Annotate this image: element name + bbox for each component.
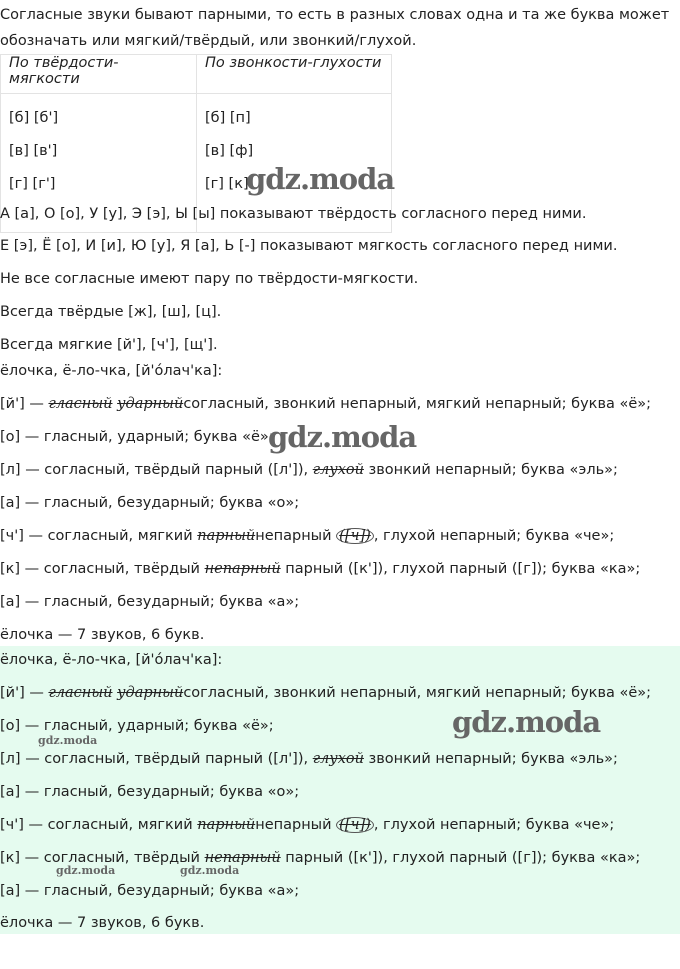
intro-text: Согласные звуки бывают парными, то есть в разных словах одна и та же буква может обозначать или мягкий/твёрдый, или звонкий/глухой. [0, 7, 670, 49]
cell-value: [в] [в'] [9, 143, 58, 159]
sound-line: [л] — согласный, твёрдый парный ([л']), глухой звонкий непарный; буква «эль»; [0, 751, 618, 767]
word-transcription: ёлочка, ё-ло-чка, [й'о́лач'ка]: [0, 652, 223, 668]
table-header: По звонкости-глухости [197, 55, 392, 94]
cell-value: [б] [б'] [9, 110, 59, 126]
sound-line: [ч'] — согласный, мягкий парныйнепарный ([ч]) , глухой непарный; буква «че»; [0, 817, 615, 833]
cell-value: [б] [п] [205, 110, 251, 126]
sound-line: [й'] — гласный ударныйсогласный, звонкий непарный, мягкий непарный; буква «ё»; [0, 396, 652, 412]
table-header: По твёрдости-мягкости [1, 55, 197, 94]
sound-line: [й'] — гласный ударныйсогласный, звонкий непарный, мягкий непарный; буква «ё»; [0, 685, 652, 701]
sound-line: [а] — гласный, безударный; буква «а»; [0, 883, 300, 899]
cell-value: [в] [ф] [205, 143, 254, 159]
watermark-logo: gdz.moda [452, 705, 601, 739]
rule-line: Всегда мягкие [й'], [ч'], [щ']. [0, 337, 218, 353]
sound-line: [л] — согласный, твёрдый парный ([л']), глухой звонкий непарный; буква «эль»; [0, 462, 618, 478]
watermark-logo: gdz.moda [246, 162, 395, 196]
watermark-logo: gdz.moda [56, 864, 116, 877]
sound-line: [а] — гласный, безударный; буква «а»; [0, 594, 300, 610]
sound-line: [о] — гласный, ударный; буква «ё»; [0, 718, 274, 734]
cell-value: [г] [к] [205, 176, 249, 192]
sound-line: [а] — гласный, безударный; буква «о»; [0, 784, 300, 800]
rule-line: А [а], О [о], У [у], Э [э], Ы [ы] показывают твёрдость согласного перед ними. [0, 206, 587, 222]
rule-line: Не все согласные имеют пару по твёрдости-мягкости. [0, 271, 419, 287]
watermark-logo: gdz.moda [268, 420, 417, 454]
sound-line: [к] — согласный, твёрдый непарный парный ([к']), глухой парный ([г]); буква «ка»; [0, 850, 641, 866]
summary-line: ёлочка — 7 звуков, 6 букв. [0, 915, 205, 931]
rule-line: Е [э], Ё [о], И [и], Ю [у], Я [а], Ь [-] показывают мягкость согласного перед ними. [0, 238, 618, 254]
summary-line: ёлочка — 7 звуков, 6 букв. [0, 627, 205, 643]
sound-line: [ч'] — согласный, мягкий парныйнепарный ([ч]) , глухой непарный; буква «че»; [0, 528, 615, 544]
sound-line: [о] — гласный, ударный; буква «ё»; [0, 429, 274, 445]
rule-line: Всегда твёрдые [ж], [ш], [ц]. [0, 304, 222, 320]
sound-line: [а] — гласный, безударный; буква «о»; [0, 495, 300, 511]
watermark-logo: gdz.moda [180, 864, 240, 877]
watermark-logo: gdz.moda [38, 734, 98, 747]
word-transcription: ёлочка, ё-ло-чка, [й'о́лач'ка]: [0, 363, 223, 379]
sound-line: [к] — согласный, твёрдый непарный парный ([к']), глухой парный ([г]); буква «ка»; [0, 561, 641, 577]
cell-value: [г] [г'] [9, 176, 56, 192]
